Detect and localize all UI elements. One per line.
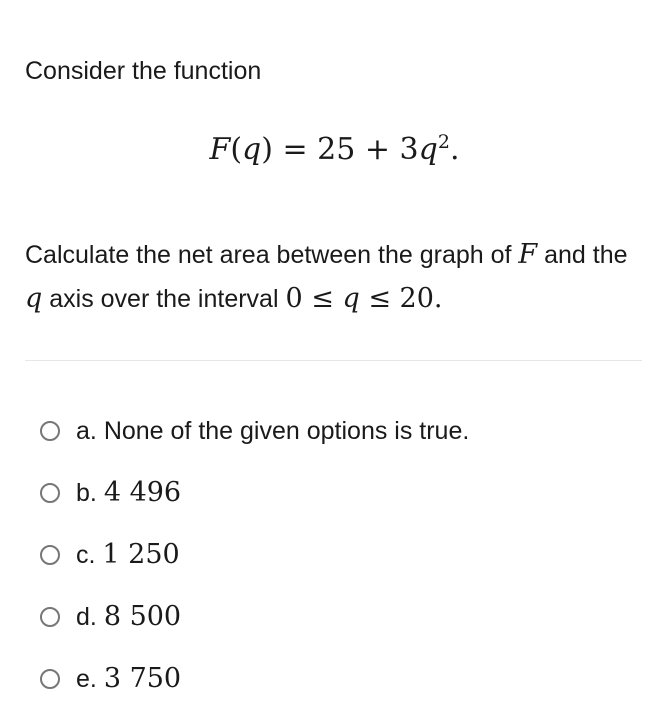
radio-button-icon[interactable] — [40, 545, 60, 565]
option-letter: d. — [76, 603, 97, 631]
question-part-3: axis over the interval — [42, 285, 286, 313]
formula-close-paren: ) — [261, 132, 273, 167]
question-interval-upper: ≤ 20 — [359, 283, 434, 314]
option-a-label — [76, 415, 469, 447]
option-text: None of the given options is true. — [103, 417, 470, 445]
option-c[interactable] — [0, 524, 469, 586]
option-d-label — [76, 601, 181, 633]
question-function-name: F — [518, 239, 538, 270]
formula-function-name: F — [209, 132, 231, 167]
formula-period: . — [449, 132, 460, 167]
option-value: 8 500 — [103, 601, 182, 632]
option-d[interactable] — [0, 586, 469, 648]
option-letter: b. — [76, 479, 97, 507]
option-b-label — [76, 477, 181, 509]
option-e[interactable] — [0, 648, 469, 710]
formula-variable: q — [418, 132, 438, 167]
option-letter: e. — [76, 665, 97, 693]
radio-button-icon[interactable] — [40, 607, 60, 627]
radio-button-icon[interactable] — [40, 669, 60, 689]
radio-button-icon[interactable] — [40, 483, 60, 503]
option-b[interactable] — [0, 462, 469, 524]
option-letter: a. — [76, 417, 97, 445]
option-value: 4 496 — [103, 477, 182, 508]
radio-button-icon[interactable] — [40, 421, 60, 441]
question-part-1: Calculate the net area between the graph of — [25, 241, 519, 269]
option-c-label — [76, 539, 180, 571]
question-interval-lower: 0 ≤ — [285, 283, 343, 314]
question-part-2: and the — [537, 241, 628, 269]
question-text — [25, 233, 645, 321]
intro-text: Consider the function — [25, 57, 262, 85]
option-value: 3 750 — [103, 663, 182, 694]
function-formula — [0, 120, 669, 172]
formula-exponent: 2 — [437, 131, 450, 153]
answer-options — [0, 400, 469, 710]
option-letter: c. — [76, 541, 96, 569]
divider — [25, 360, 642, 361]
formula-argument: q — [242, 132, 262, 167]
formula-open-paren: ( — [230, 132, 243, 167]
option-value: 1 250 — [102, 539, 180, 570]
question-interval-variable: q — [342, 283, 360, 314]
formula-equals-part: = 25 + 3 — [272, 132, 419, 167]
question-axis-variable: q — [25, 283, 43, 314]
question-period: . — [433, 283, 443, 314]
option-a[interactable] — [0, 400, 469, 462]
option-e-label — [76, 663, 181, 695]
